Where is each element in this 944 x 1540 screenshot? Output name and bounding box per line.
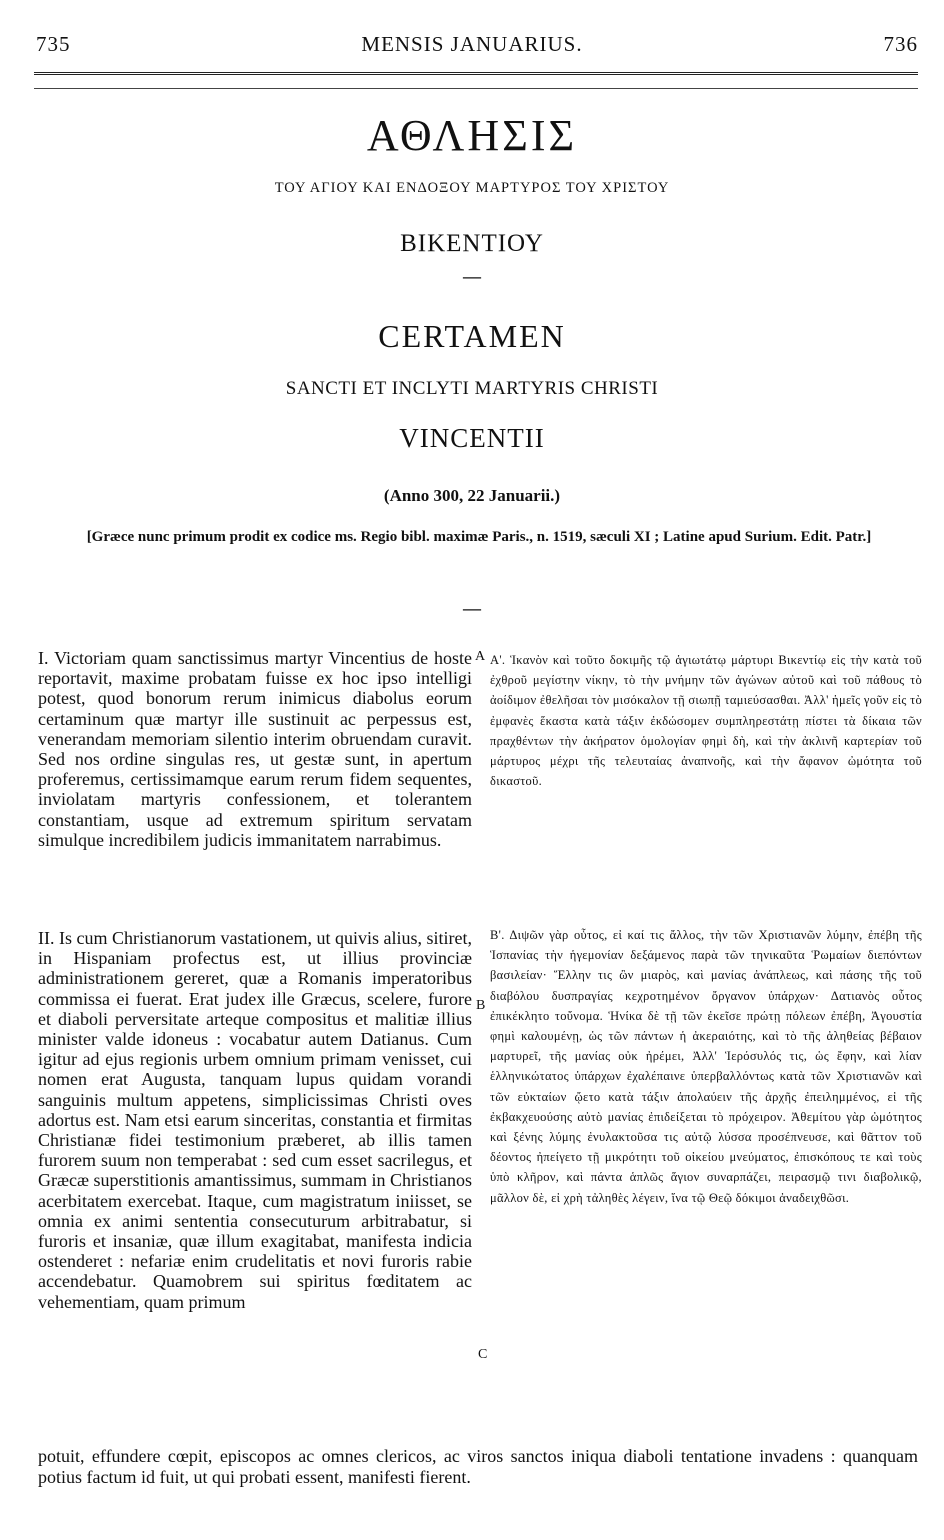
margin-marker-a: A (475, 649, 486, 664)
margin-marker-c: C (478, 1347, 488, 1362)
section-separator: — (463, 598, 481, 618)
greek-title: ΑΘΛΗΣΙΣ (366, 111, 578, 160)
greek-subtitle: ΤΟΥ ΑΓΙΟΥ ΚΑΙ ΕΝΔΟΞΟΥ ΜΑΡΤΥΡΟΣ ΤΟΥ ΧΡΙΣΤΟΥ (274, 180, 670, 196)
title-separator: — (463, 266, 481, 286)
latin-continuation: potuit, effundere cœpit, episcopos ac omnes clericos, ac viros sanctos iniqua diaboli tentatione invadens : quanquam potius factum id fuit, ut qui probati essent, manifesti fierent. (38, 1446, 918, 1487)
page-number-left: 735 (36, 32, 71, 56)
greek-paragraph-1: Α'. Ἱκανὸν καὶ τοῦτο δοκιμῆς τῷ ἁγιωτάτῳ μάρτυρι Βικεντίῳ εἰς τὴν κατὰ τοῦ ἐχθροῦ μεγίστην νίκην, τὸ τὴν μνήμην τῶν ἀγώνων αὐτοῦ καὶ τοῦ πάθους τὸ ἀοίδιμον ἐθελῆσαι τὸν μισόκαλον τῇ σιωπῇ ταμιεύσασθαι. Ἀλλ' ἡμεῖς γοῦν εἰς τὸ ἐμφανὲς ἕκαστα κατὰ τάξιν ἐκδώσομεν συμπληρεστάτῃ πίστει τὰ δίκαια τῶν πραχθέντων τὴν ἀκήρατον ὁμολογίαν φημὶ δὴ, καὶ τὴν ἀκλινῆ καρτερίαν τοῦ μάρτυρος μέχρι τῆς τελευταίας ἀναπνοῆς, καὶ τὴν ἄφανον ὠμότητα τοῦ δικαστοῦ. (490, 653, 922, 789)
running-title: MENSIS JANUARIUS. (361, 32, 583, 56)
header-rule (34, 88, 918, 89)
latin-title: CERTAMEN (378, 318, 566, 354)
latin-paragraph-1: I. Victoriam quam sanctissimus martyr Vincentius de hoste reportavit, maxime probatam fuisse ex hoc ipso intelligi potest, quod bonorum rerum inimicus diabolus eorum certaminum quæ martyr ille sustinuit ac perpessus est, venerandam memoriam silentio interim obruendam curavit. Sed nos ordine singulas res, ut gestæ sunt, in apertum proferemus, certissimamque earum rerum fidem sequentes, inviolatam martyris confessionem, et tolerantem constantiam, usque ad extremum spiritum servatam simulque incredibilem judicis immanitatem narrabimus. (38, 648, 472, 850)
latin-name: VINCENTII (399, 423, 545, 453)
page-number-right: 736 (883, 32, 918, 56)
greek-paragraph-2: Β'. Διψῶν γὰρ οὗτος, εἰ καί τις ἄλλος, τὴν τῶν Χριστιανῶν λύμην, ἐπέβη τῆς Ἱσπανίας τὴν ἡγεμονίαν δεξάμενος παρὰ τῶν τηνικαῦτα Ῥωμαίων διεπόντων βασιλείαν· Ἕλλην τις ὢν μιαρὸς, καὶ μανίας ἀνάπλεως, καὶ πάσης τῆς τοῦ διαβόλου δυσπραγίας κεχροτημένον ὄργανον ὑπάρχων· Δατιανὸς οὗτος ἐπικέκλητο τοὔνομα. Ἡνίκα δὲ τῇ τῶν ἐκεῖσε πρώτῃ πόλεων ἐπέβη, Ἀγουστία φημὶ καλουμένῃ, ὡς τῶν πάντων ἡ ἀκεραιότης, καὶ τὸ τῆς ἀληθείας βέβαιον μαρτυρεῖ, τῆς μανίας οὐκ ἠρέμει, Ἀλλ' Ἱερόσυλός τις, ὡς ἔφην, καὶ λίαν ἑλληνικώτατος ὑπάρχων ἐχαλέπαινε ὑπερβαλλόντως κατὰ τῶν Χριστιανῶν καὶ τῶν εὐκταίων ᾤετο κατὰ τάξιν ἀπολαύειν τῆς ἀρχῆς ἐπειλημμένος, εἰ τῆς ἐκβακχευούσης αὐτὸ μανίας ἐπιδείξεται τὸ πρόχειρον. Ἀθεμίτου γὰρ ὠμότητος καὶ ξένης λύμης ἐνυλακτοῦσα τις αὐτῷ λύσσα προσέπνευσε, καὶ θᾶττον τοῦ δέοντος ἠπείγετο τῇ μικρότητι τοῦ οἰκείου μνεύματος, ἐπισκόπους τε καὶ τοὺς ὑπὸ κλῆρον, καὶ πάντα ἁπλῶς ἅγιον συναρπάζει, πειρασμῷ τινι διαβολικῷ, μᾶλλον δὲ, εἰ χρὴ τἀληθὲς λέγειν, ἵνα τῷ Θεῷ δόκιμοι ἀναδειχθῶσι. (490, 928, 922, 1205)
greek-name: ΒΙΚΕΝΤΙΟΥ (400, 230, 544, 257)
latin-subtitle: SANCTI ET INCLYTI MARTYRIS CHRISTI (285, 378, 659, 399)
margin-marker-b: B (476, 998, 486, 1013)
latin-paragraph-2: II. Is cum Christianorum vastationem, ut quivis alius, sitiret, in Hispaniam profectus est, ut illius provinciæ administrationem gereret, quæ a Romanis imperatoribus commissa ei fuerat. Erat judex ille Græcus, scelere, furore et diaboli perversitate arteque compositus et malitiæ illius minister valde idoneus : vocabatur autem Datianus. Cum igitur ad ejus regionis urbem omnium primam venisset, cui nomen erat Augusta, tanquam lupus quidam vorandi sanguinis multum appetens, simplicissimas Christi oves adortus est. Nam etsi earum sinceritas, constantia et firmitas Christianæ fidei testimonium præberet, ab illis tamen furorem suum non temperabat : sed cum esset sacrilegus, et Græcæ superstitionis amantissimus, summam in Christianos acerbitatem exercebat. Itaque, cum magistratum iniisset, se omnia ex animi sententia consecuturum arbitrabatur, si furoris et insaniæ, quæ illum exagitabat, manifesta indicia ostenderet : nefariæ enim crudelitatis et novi furoris rabie accendebatur. Quamobrem sui spiritus fœditatem ac vehementiam, quam primum (38, 928, 472, 1312)
date-line: (Anno 300, 22 Januarii.) (383, 486, 561, 505)
editorial-note: [Græce nunc primum prodit ex codice ms. Regio bibl. maximæ Paris., n. 1519, sæculi XI ; Latine apud Surium. Edit. Patr.] (86, 529, 872, 545)
header-double-rule (34, 72, 918, 75)
